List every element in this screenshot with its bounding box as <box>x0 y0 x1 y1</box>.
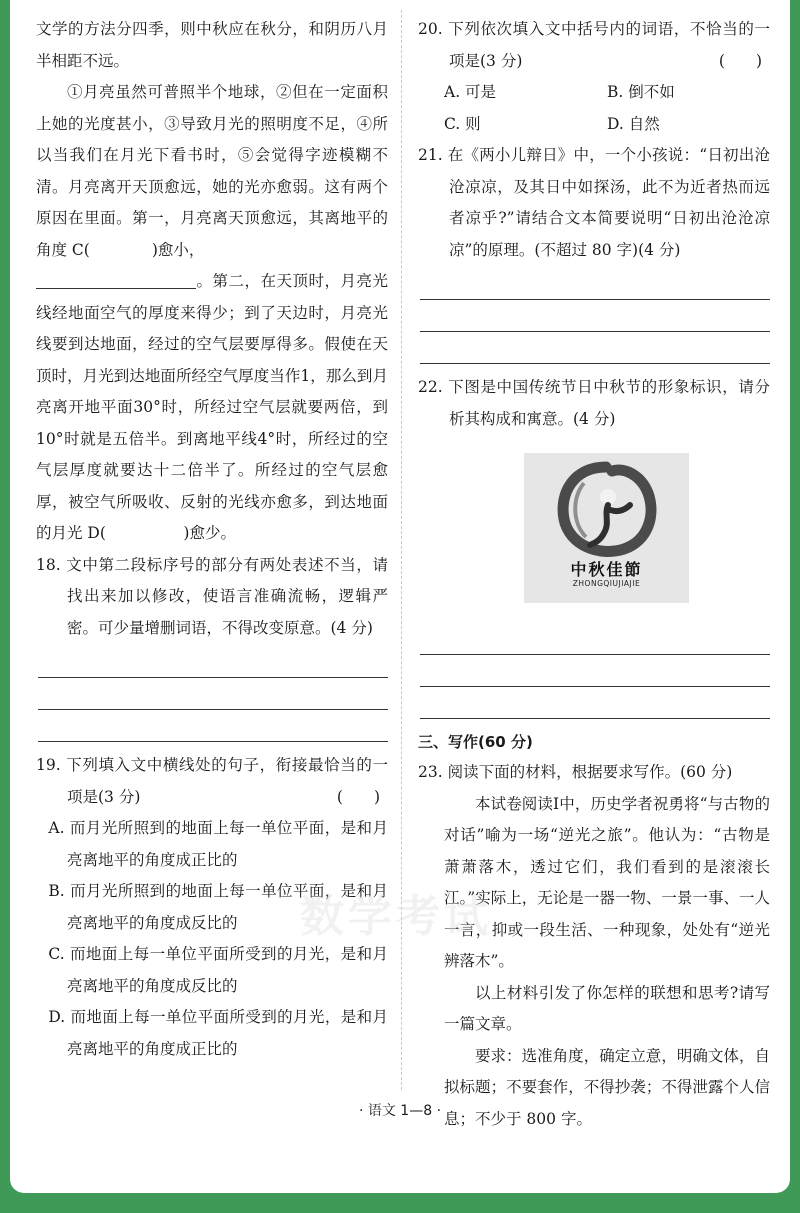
question-23: 23. 阅读下面的材料，根据要求写作。(60 分) <box>418 763 733 781</box>
question-22: 22. 下图是中国传统节日中秋节的形象标识，请分析其构成和寓意。(4 分) <box>418 378 770 428</box>
q19-option-c: C. 而地面上每一单位平面所受到的月光，是和月亮离地平的角度成反比的 <box>48 945 388 995</box>
q20-option-c: C. 则 <box>444 114 481 133</box>
logo-pinyin-text: ZHONGQIUJIAJIE <box>572 579 641 588</box>
column-divider <box>401 10 402 1090</box>
exam-page <box>10 0 790 1193</box>
question-18: 18. 文中第二段标序号的部分有两处表述不当，请找出来加以修改，使语言准确流畅，逻辑严密。可少量增删词语，不得改变原意。(4 分) <box>36 555 388 637</box>
answer-lines-18[interactable] <box>36 646 388 742</box>
question-21: 21. 在《两小儿辩日》中，一个小孩说：“日初出沧沧凉凉，及其日中如探汤，此不为近者热而远者凉乎?”请结合文本简要说明“日初出沧沧凉凉”的原理。(不超过 80 字)(4 分) <box>418 146 770 259</box>
answer-line[interactable] <box>420 268 770 300</box>
passage-paragraph-1: 文学的方法分四季，则中秋应在秋分，和阴历八月半相距不远。 <box>36 20 388 70</box>
answer-line[interactable] <box>420 623 770 655</box>
q19-option-a: A. 而月光所照到的地面上每一单位平面，是和月亮离地平的角度成正比的 <box>48 819 388 869</box>
answer-paren-20[interactable]: ( ) <box>718 51 762 70</box>
q20-options <box>418 77 770 140</box>
q20-option-a: A. 可是 <box>444 83 497 101</box>
fill-blank-line[interactable] <box>36 270 196 289</box>
q20-option-d: D. 自然 <box>607 114 660 133</box>
q23-material: 本试卷阅读Ⅰ中，历史学者祝勇将“与古物的对话”喻为一场“逆光之旅”。他认为：“古物是萧萧落木，透过它们，我们看到的是滚滚长江。”实际上，无论是一器一物、一景一事、一人一言，抑或一段生活、一种现象，处处有“逆光辨落木”。 <box>444 794 770 970</box>
right-column <box>418 14 770 1135</box>
q19-option-d: D. 而地面上每一单位平面所受到的月光，是和月亮离地平的角度成正比的 <box>48 1008 388 1058</box>
q20-option-b: B. 倒不如 <box>607 83 675 101</box>
answer-line[interactable] <box>420 300 770 332</box>
answer-lines-22[interactable] <box>418 623 770 719</box>
answer-lines-21[interactable] <box>418 268 770 364</box>
mid-autumn-logo <box>524 453 689 603</box>
answer-line[interactable] <box>38 678 388 710</box>
logo-chinese-text: 中秋佳節 <box>570 560 643 579</box>
answer-line[interactable] <box>420 687 770 719</box>
q23-requirements: 要求：选准角度，确定立意，明确文体，自拟标题；不要套作，不得抄袭；不得泄露个人信息；不少于 800 字。 <box>444 1046 770 1128</box>
q23-prompt: 以上材料引发了你怎样的联想和思考?请写一篇文章。 <box>444 983 770 1033</box>
section-writing-title: 三、写作(60 分) <box>418 733 533 751</box>
answer-line[interactable] <box>420 655 770 687</box>
watermark: 数学考试 <box>300 891 492 942</box>
page-footer: · 语文 1—8 · <box>358 1103 442 1119</box>
q19-option-b: B. 而月光所照到的地面上每一单位平面，是和月亮离地平的角度成反比的 <box>48 882 388 932</box>
question-19: 19. 下列填入文中横线处的句子，衔接最恰当的一项是(3 分) ( ) <box>36 750 388 813</box>
left-column <box>36 14 388 1065</box>
answer-paren-19[interactable]: ( ) <box>336 787 380 806</box>
answer-line[interactable] <box>38 646 388 678</box>
passage-paragraph-2: ①月亮虽然可普照半个地球，②但在一定面积上她的光度甚小，③导致月光的照明度不足，④所以当我们在月光下看书时，⑤会觉得字迹模糊不清。月亮离开天顶愈远，她的光亦愈弱。这有两个原因在里面。第一，月亮离天顶愈远，其离地平的角度 C( )愈小， 。第二，在天顶时，月亮光线经地面空气的厚度来得少；到了天边时，月亮光线要到达地面，经过的空气层要厚得多。假使在天顶时，月光到达地面所经空气厚度当作1，那么到月亮离开地平面30°时，所经过空气层就要两倍，到10°时就是五倍半。到离地平线4°时，所经过的空气层厚度就要达十二倍半了。所经过的空气层愈厚，被空气所吸收、反射的光线亦愈多，到达地面的月光 D( )愈少。 <box>36 83 388 542</box>
answer-line[interactable] <box>420 332 770 364</box>
answer-line[interactable] <box>38 710 388 742</box>
question-20: 20. 下列依次填入文中括号内的词语，不恰当的一项是(3 分) ( ) <box>418 14 770 77</box>
